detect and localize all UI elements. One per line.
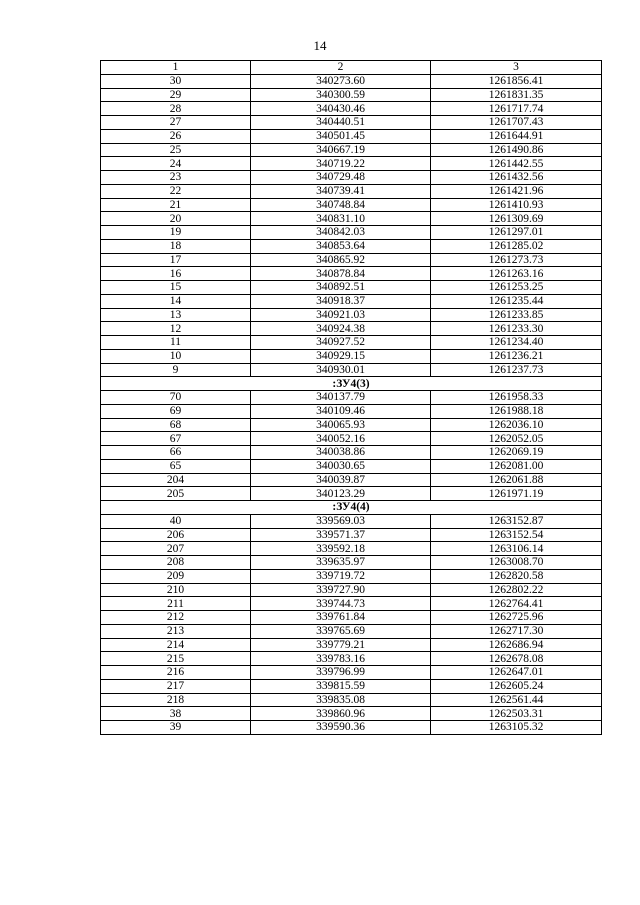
header-cell-x: 2: [251, 61, 431, 75]
y-coordinate-cell: 1261644.91: [431, 129, 602, 143]
x-coordinate-cell: 340918.37: [251, 294, 431, 308]
y-coordinate-cell: 1261958.33: [431, 391, 602, 405]
y-coordinate-cell: 1261233.30: [431, 322, 602, 336]
y-coordinate-cell: 1262725.96: [431, 611, 602, 625]
x-coordinate-cell: 339592.18: [251, 542, 431, 556]
table-row: [101, 363, 602, 377]
table-header-row: [101, 61, 602, 75]
x-coordinate-cell: 340039.87: [251, 473, 431, 487]
table-body: [101, 61, 602, 735]
table-row: [101, 556, 602, 570]
y-coordinate-cell: 1262717.30: [431, 624, 602, 638]
point-number-cell: 69: [101, 404, 251, 418]
table-row: [101, 143, 602, 157]
point-number-cell: 24: [101, 157, 251, 171]
table-row: [101, 666, 602, 680]
point-number-cell: 16: [101, 267, 251, 281]
y-coordinate-cell: 1263105.32: [431, 721, 602, 735]
y-coordinate-cell: 1262764.41: [431, 597, 602, 611]
point-number-cell: 20: [101, 212, 251, 226]
table-row: [101, 652, 602, 666]
y-coordinate-cell: 1263152.54: [431, 528, 602, 542]
x-coordinate-cell: 339571.37: [251, 528, 431, 542]
table-row: [101, 322, 602, 336]
y-coordinate-cell: 1262061.88: [431, 473, 602, 487]
x-coordinate-cell: 339860.96: [251, 707, 431, 721]
table-row: [101, 74, 602, 88]
table-row: [101, 404, 602, 418]
table-row: [101, 418, 602, 432]
point-number-cell: 29: [101, 88, 251, 102]
point-number-cell: 67: [101, 432, 251, 446]
table-row: [101, 514, 602, 528]
point-number-cell: 204: [101, 473, 251, 487]
y-coordinate-cell: 1261971.19: [431, 487, 602, 501]
point-number-cell: 40: [101, 514, 251, 528]
x-coordinate-cell: 340719.22: [251, 157, 431, 171]
point-number-cell: 208: [101, 556, 251, 570]
y-coordinate-cell: 1261297.01: [431, 226, 602, 240]
y-coordinate-cell: 1261253.25: [431, 281, 602, 295]
section-title: :ЗУ4(3): [101, 377, 602, 391]
table-row: [101, 102, 602, 116]
point-number-cell: 11: [101, 336, 251, 350]
point-number-cell: 205: [101, 487, 251, 501]
x-coordinate-cell: 340729.48: [251, 171, 431, 185]
x-coordinate-cell: 339719.72: [251, 569, 431, 583]
y-coordinate-cell: 1261490.86: [431, 143, 602, 157]
point-number-cell: 214: [101, 638, 251, 652]
point-number-cell: 216: [101, 666, 251, 680]
y-coordinate-cell: 1261707.43: [431, 116, 602, 130]
y-coordinate-cell: 1261309.69: [431, 212, 602, 226]
header-cell-y: 3: [431, 61, 602, 75]
table-row: [101, 267, 602, 281]
point-number-cell: 66: [101, 446, 251, 460]
x-coordinate-cell: 340878.84: [251, 267, 431, 281]
x-coordinate-cell: 339815.59: [251, 679, 431, 693]
point-number-cell: 215: [101, 652, 251, 666]
table-row: [101, 349, 602, 363]
table-row: [101, 679, 602, 693]
table-row: [101, 432, 602, 446]
table-row: [101, 391, 602, 405]
x-coordinate-cell: 339779.21: [251, 638, 431, 652]
y-coordinate-cell: 1262678.08: [431, 652, 602, 666]
point-number-cell: 21: [101, 198, 251, 212]
table-row: [101, 569, 602, 583]
point-number-cell: 207: [101, 542, 251, 556]
point-number-cell: 25: [101, 143, 251, 157]
x-coordinate-cell: 340924.38: [251, 322, 431, 336]
y-coordinate-cell: 1262820.58: [431, 569, 602, 583]
x-coordinate-cell: 339783.16: [251, 652, 431, 666]
y-coordinate-cell: 1262503.31: [431, 707, 602, 721]
point-number-cell: 23: [101, 171, 251, 185]
table-row: [101, 638, 602, 652]
x-coordinate-cell: 340865.92: [251, 253, 431, 267]
x-coordinate-cell: 340842.03: [251, 226, 431, 240]
y-coordinate-cell: 1262605.24: [431, 679, 602, 693]
y-coordinate-cell: 1263152.87: [431, 514, 602, 528]
x-coordinate-cell: 339635.97: [251, 556, 431, 570]
table-row: [101, 583, 602, 597]
y-coordinate-cell: 1263106.14: [431, 542, 602, 556]
point-number-cell: 18: [101, 239, 251, 253]
x-coordinate-cell: 339590.36: [251, 721, 431, 735]
y-coordinate-cell: 1261233.85: [431, 308, 602, 322]
point-number-cell: 212: [101, 611, 251, 625]
table-row: [101, 129, 602, 143]
y-coordinate-cell: 1261263.16: [431, 267, 602, 281]
y-coordinate-cell: 1262069.19: [431, 446, 602, 460]
y-coordinate-cell: 1262052.05: [431, 432, 602, 446]
y-coordinate-cell: 1261236.21: [431, 349, 602, 363]
y-coordinate-cell: 1261717.74: [431, 102, 602, 116]
y-coordinate-cell: 1262081.00: [431, 459, 602, 473]
point-number-cell: 209: [101, 569, 251, 583]
y-coordinate-cell: 1262647.01: [431, 666, 602, 680]
point-number-cell: 14: [101, 294, 251, 308]
table-row: [101, 212, 602, 226]
table-row: [101, 693, 602, 707]
y-coordinate-cell: 1261831.35: [431, 88, 602, 102]
table-row: [101, 281, 602, 295]
y-coordinate-cell: 1262036.10: [431, 418, 602, 432]
x-coordinate-cell: 340065.93: [251, 418, 431, 432]
table-row: [101, 446, 602, 460]
point-number-cell: 19: [101, 226, 251, 240]
x-coordinate-cell: 339796.99: [251, 666, 431, 680]
x-coordinate-cell: 340038.86: [251, 446, 431, 460]
x-coordinate-cell: 340892.51: [251, 281, 431, 295]
y-coordinate-cell: 1263008.70: [431, 556, 602, 570]
table-row: [101, 253, 602, 267]
x-coordinate-cell: 339765.69: [251, 624, 431, 638]
point-number-cell: 206: [101, 528, 251, 542]
table-row: [101, 473, 602, 487]
table-row: [101, 171, 602, 185]
point-number-cell: 26: [101, 129, 251, 143]
y-coordinate-cell: 1261421.96: [431, 184, 602, 198]
table-row: [101, 157, 602, 171]
point-number-cell: 68: [101, 418, 251, 432]
x-coordinate-cell: 340030.65: [251, 459, 431, 473]
table-row: [101, 308, 602, 322]
y-coordinate-cell: 1262561.44: [431, 693, 602, 707]
y-coordinate-cell: 1261988.18: [431, 404, 602, 418]
point-number-cell: 210: [101, 583, 251, 597]
point-number-cell: 27: [101, 116, 251, 130]
x-coordinate-cell: 340667.19: [251, 143, 431, 157]
point-number-cell: 38: [101, 707, 251, 721]
point-number-cell: 10: [101, 349, 251, 363]
x-coordinate-cell: 340929.15: [251, 349, 431, 363]
y-coordinate-cell: 1261234.40: [431, 336, 602, 350]
y-coordinate-cell: 1261285.02: [431, 239, 602, 253]
x-coordinate-cell: 340930.01: [251, 363, 431, 377]
y-coordinate-cell: 1261273.73: [431, 253, 602, 267]
x-coordinate-cell: 340853.64: [251, 239, 431, 253]
x-coordinate-cell: 340109.46: [251, 404, 431, 418]
y-coordinate-cell: 1261856.41: [431, 74, 602, 88]
table-row: [101, 198, 602, 212]
x-coordinate-cell: 340921.03: [251, 308, 431, 322]
y-coordinate-cell: 1261442.55: [431, 157, 602, 171]
table-row: [101, 226, 602, 240]
point-number-cell: 12: [101, 322, 251, 336]
x-coordinate-cell: 340748.84: [251, 198, 431, 212]
table-row: [101, 597, 602, 611]
point-number-cell: 218: [101, 693, 251, 707]
x-coordinate-cell: 339761.84: [251, 611, 431, 625]
x-coordinate-cell: 339727.90: [251, 583, 431, 597]
point-number-cell: 39: [101, 721, 251, 735]
point-number-cell: 15: [101, 281, 251, 295]
table-row: [101, 611, 602, 625]
table-row: [101, 542, 602, 556]
table-row: [101, 707, 602, 721]
table-row: [101, 487, 602, 501]
point-number-cell: 65: [101, 459, 251, 473]
header-cell-point: 1: [101, 61, 251, 75]
x-coordinate-cell: 340831.10: [251, 212, 431, 226]
point-number-cell: 213: [101, 624, 251, 638]
x-coordinate-cell: 340440.51: [251, 116, 431, 130]
x-coordinate-cell: 340739.41: [251, 184, 431, 198]
coordinates-table: [100, 60, 602, 735]
table-row: [101, 459, 602, 473]
table-row: [101, 294, 602, 308]
x-coordinate-cell: 340137.79: [251, 391, 431, 405]
table-row: [101, 116, 602, 130]
x-coordinate-cell: 339744.73: [251, 597, 431, 611]
section-title: :ЗУ4(4): [101, 501, 602, 515]
y-coordinate-cell: 1262686.94: [431, 638, 602, 652]
y-coordinate-cell: 1261432.56: [431, 171, 602, 185]
x-coordinate-cell: 340501.45: [251, 129, 431, 143]
y-coordinate-cell: 1261237.73: [431, 363, 602, 377]
section-title-row: [101, 501, 602, 515]
point-number-cell: 30: [101, 74, 251, 88]
point-number-cell: 9: [101, 363, 251, 377]
section-title-row: [101, 377, 602, 391]
point-number-cell: 217: [101, 679, 251, 693]
x-coordinate-cell: 340052.16: [251, 432, 431, 446]
table-row: [101, 239, 602, 253]
x-coordinate-cell: 340300.59: [251, 88, 431, 102]
point-number-cell: 13: [101, 308, 251, 322]
x-coordinate-cell: 339569.03: [251, 514, 431, 528]
x-coordinate-cell: 340430.46: [251, 102, 431, 116]
x-coordinate-cell: 339835.08: [251, 693, 431, 707]
y-coordinate-cell: 1261235.44: [431, 294, 602, 308]
point-number-cell: 17: [101, 253, 251, 267]
y-coordinate-cell: 1261410.93: [431, 198, 602, 212]
point-number-cell: 22: [101, 184, 251, 198]
x-coordinate-cell: 340927.52: [251, 336, 431, 350]
x-coordinate-cell: 340123.29: [251, 487, 431, 501]
point-number-cell: 211: [101, 597, 251, 611]
table-row: [101, 528, 602, 542]
table-row: [101, 624, 602, 638]
table-row: [101, 721, 602, 735]
x-coordinate-cell: 340273.60: [251, 74, 431, 88]
point-number-cell: 28: [101, 102, 251, 116]
table-row: [101, 88, 602, 102]
table-row: [101, 336, 602, 350]
page-number: 14: [313, 38, 327, 53]
point-number-cell: 70: [101, 391, 251, 405]
y-coordinate-cell: 1262802.22: [431, 583, 602, 597]
table-row: [101, 184, 602, 198]
